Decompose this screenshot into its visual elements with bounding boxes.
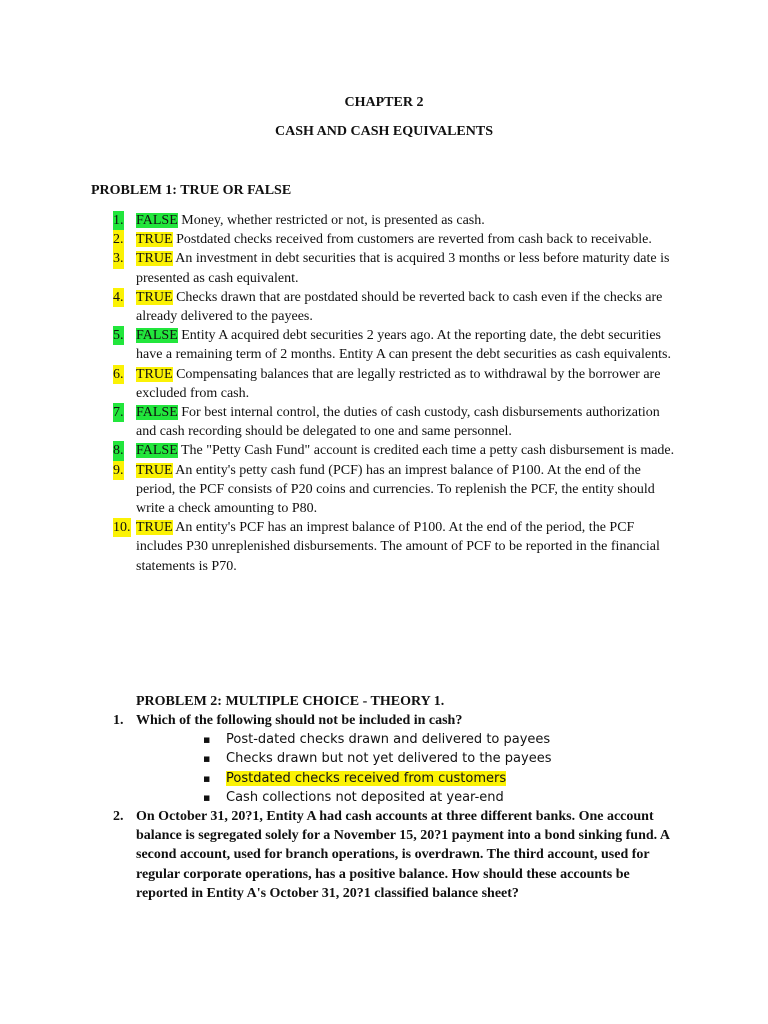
answer-badge: TRUE [136,366,173,382]
answer-badge: TRUE [136,232,173,248]
statement-text: Money, whether restricted or not, is presented as cash. [181,213,485,228]
statement-text: Entity A acquired debt securities 2 years ago. At the reporting date, the debt securities have a remaining term of 2 months. Entity A can present the debt securities as cash equivalents. [136,328,671,363]
item-number: 4. [113,288,124,307]
item-number: 1. [113,211,124,230]
list-item [113,403,683,441]
choice-text: Cash collections not deposited at year-end [226,789,504,805]
statement-text: Postdated checks received from customers are reverted from cash back to receivable. [176,232,652,248]
statement-text: Compensating balances that are legally restricted as to withdrawal by the borrower are excluded from cash. [136,366,661,401]
square-bullet-icon: ▪ [203,771,211,785]
answer-badge: FALSE [136,443,178,459]
choice-text: Postdated checks received from customers [226,770,507,786]
list-item [113,211,683,230]
square-bullet-icon: ▪ [203,733,211,747]
item-number: 6. [113,365,124,384]
question-number: 1. [113,713,124,728]
choice-item [136,788,683,807]
statement-text: The "Petty Cash Fund" account is credited each time a petty cash disbursement is made. [181,443,675,459]
list-item [113,518,683,576]
item-number: 3. [113,249,124,268]
question-number: 2. [113,809,124,825]
choice-text: Post-dated checks drawn and delivered to payees [226,732,551,748]
answer-badge: TRUE [136,251,173,267]
list-item [113,249,683,287]
choice-text: Checks drawn but not yet delivered to the payees [226,751,552,767]
answer-badge: FALSE [136,213,178,228]
question-text: Which of the following should not be included in cash? [136,713,463,728]
item-number: 10. [113,518,131,537]
question-item [113,807,683,903]
answer-badge: TRUE [136,520,173,536]
answer-badge: TRUE [136,462,173,478]
square-bullet-icon: ▪ [203,790,211,804]
statement-text: An entity's petty cash fund (PCF) has an imprest balance of P100. At the end of the period, the PCF consists of P20 coins and currencies. To replenish the PCF, the entity should write a check amounting to P80. [136,462,655,517]
answer-badge: FALSE [136,328,178,344]
statement-text: For best internal control, the duties of cash custody, cash disbursements authorization and cash recording should be delegated to one and same personnel. [136,405,660,440]
list-item [113,326,683,364]
answer-badge: FALSE [136,405,178,421]
item-number: 9. [113,461,124,480]
item-number: 2. [113,230,124,249]
statement-text: Checks drawn that are postdated should be reverted back to cash even if the checks are already delivered to the payees. [136,289,663,325]
chapter-heading: CHAPTER 2 [344,95,424,110]
square-bullet-icon: ▪ [203,752,211,766]
multiple-choice-list [113,711,683,903]
statement-text: An entity's PCF has an imprest balance of P100. At the end of the period, the PCF includes P30 unreplenished disbursements. The amount of PCF to be reported in the financial statements is P70. [136,520,660,574]
chapter-title: CASH AND CASH EQUIVALENTS [275,124,493,139]
choice-item [136,749,683,768]
answer-badge: TRUE [136,289,173,305]
choice-item [136,769,683,788]
list-item [113,441,683,460]
list-item [113,365,683,403]
list-item [113,230,683,249]
choice-item [136,730,683,749]
item-number: 7. [113,403,124,422]
list-item [113,288,683,326]
true-false-list [113,211,683,576]
question-item [113,711,683,807]
list-item [113,461,683,519]
question-text: On October 31, 20?1, Entity A had cash accounts at three different banks. One account balance is segregated solely for a November 15, 20?1 payment into a bond sinking fund. A second account, used for branch operations, is overdrawn. The third account, used for regular corporate operations, has a positive balance. How should these accounts be reported in Entity A's October 31, 20?1 classified balance sheet? [136,809,670,901]
problem-2-title: PROBLEM 2: MULTIPLE CHOICE - THEORY 1. [136,694,445,709]
statement-text: An investment in debt securities that is acquired 3 months or less before maturity date is presented as cash equivalent. [136,251,670,286]
item-number: 8. [113,441,124,460]
item-number: 5. [113,326,124,345]
choice-list [136,730,683,807]
problem-1-title: PROBLEM 1: TRUE OR FALSE [91,183,292,198]
